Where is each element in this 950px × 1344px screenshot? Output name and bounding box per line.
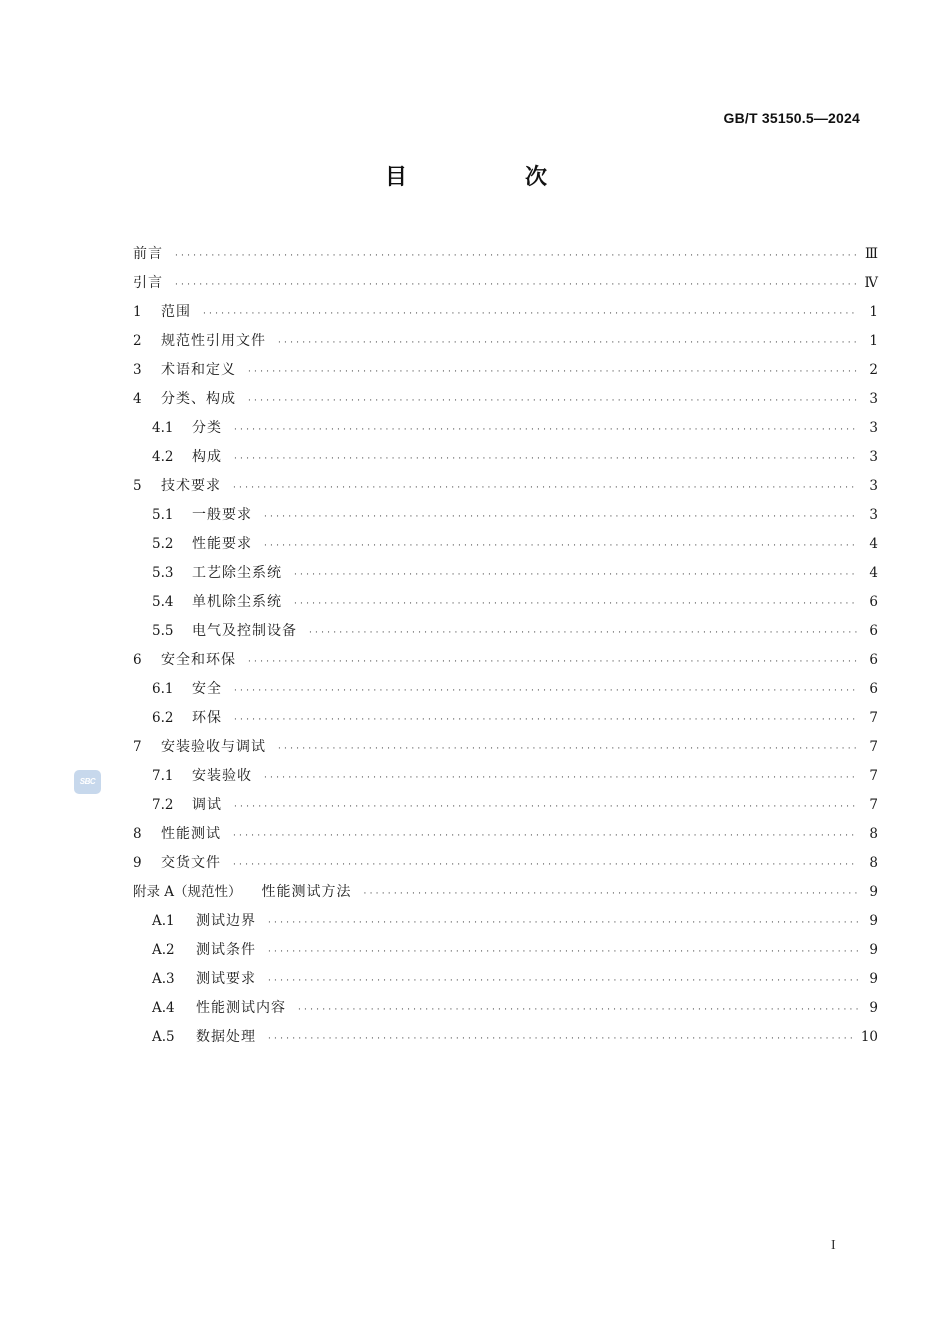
toc-entry-number: 3 <box>133 362 142 378</box>
toc-entry[interactable] <box>133 907 878 936</box>
toc-leader-dots <box>309 619 858 648</box>
toc-entry-number: 7.1 <box>152 768 174 784</box>
toc-entry-title: 构成 <box>192 449 222 465</box>
toc-entry-number: 附录 A（规范性） <box>133 884 242 900</box>
toc-entry-page: 7 <box>869 768 878 784</box>
toc-entry-page: 6 <box>869 623 878 639</box>
toc-entry-title: 安全 <box>192 681 222 697</box>
toc-entry-number: A.1 <box>152 913 175 929</box>
toc-leader-dots <box>203 300 858 329</box>
toc-entry-number: 5.3 <box>152 565 174 581</box>
toc-entry[interactable] <box>133 559 878 588</box>
toc-entry-number: 4 <box>133 391 142 407</box>
toc-entry[interactable] <box>133 617 878 646</box>
toc-entry[interactable] <box>133 1023 878 1052</box>
toc-entry-title: 安装验收与调试 <box>161 739 266 755</box>
toc-entry[interactable] <box>133 936 878 965</box>
toc-entry-number: A.4 <box>152 1000 175 1016</box>
toc-entry-number: 8 <box>133 826 142 842</box>
page-title: 目 次 <box>384 165 595 190</box>
toc-entry-page: 9 <box>869 942 878 958</box>
toc-entry-number: A.5 <box>152 1029 175 1045</box>
toc-entry[interactable] <box>133 646 878 675</box>
toc-entry-page: 10 <box>860 1029 878 1045</box>
toc-entry[interactable] <box>133 878 878 907</box>
toc-entry-number: 4.2 <box>152 449 174 465</box>
toc-entry[interactable] <box>133 994 878 1023</box>
toc-entry[interactable] <box>133 704 878 733</box>
toc-entry-page: 4 <box>869 536 878 552</box>
toc-entry-title: 电气及控制设备 <box>192 623 297 639</box>
toc-entry[interactable] <box>133 385 878 414</box>
toc-entry-page: 1 <box>869 304 878 320</box>
toc-entry-page: 6 <box>869 652 878 668</box>
toc-entry-title: 分类 <box>192 420 222 436</box>
toc-entry-number: A.3 <box>152 971 175 987</box>
toc-entry-number: 6.1 <box>152 681 174 697</box>
toc-entry-title: 引言 <box>133 275 163 291</box>
toc-entry-number: 7.2 <box>152 797 174 813</box>
toc-entry-page: 7 <box>869 710 878 726</box>
toc-entry-page: 3 <box>869 391 878 407</box>
toc-entry-title: 工艺除尘系统 <box>192 565 282 581</box>
toc-entry-number: 5.2 <box>152 536 174 552</box>
toc-entry-number: 9 <box>133 855 142 871</box>
toc-entry-title: 范围 <box>161 304 191 320</box>
toc-entry-title: 测试要求 <box>196 971 256 987</box>
toc-entry-title: 交货文件 <box>161 855 221 871</box>
toc-entry-title: 环保 <box>192 710 222 726</box>
toc-entry[interactable] <box>133 530 878 559</box>
toc-leader-dots <box>248 387 858 416</box>
toc-leader-dots <box>268 1025 853 1054</box>
toc-entry-number: 6 <box>133 652 142 668</box>
toc-entry[interactable] <box>133 414 878 443</box>
standard-code: GB/T 35150.5—2024 <box>723 110 860 126</box>
toc-entry-page: Ⅳ <box>864 275 878 291</box>
toc-leader-dots <box>234 677 858 706</box>
toc-entry-title: 性能要求 <box>192 536 252 552</box>
toc-entry-number: 2 <box>133 333 142 349</box>
toc-leader-dots <box>268 967 858 996</box>
toc-entry-title: 分类、构成 <box>161 391 236 407</box>
toc-entry[interactable] <box>133 965 878 994</box>
toc-entry-title: 性能测试 <box>161 826 221 842</box>
toc-leader-dots <box>268 909 858 938</box>
toc-entry-number: 6.2 <box>152 710 174 726</box>
toc-entry-title: 调试 <box>192 797 222 813</box>
toc-leader-dots <box>268 938 858 967</box>
toc-entry[interactable] <box>133 820 878 849</box>
toc-entry-title: 技术要求 <box>161 478 221 494</box>
toc-leader-dots <box>233 822 858 851</box>
sbc-watermark-logo: SBC <box>74 770 101 794</box>
toc-entry-number: 5.4 <box>152 594 174 610</box>
toc-entry[interactable] <box>133 588 878 617</box>
toc-entry-title: 术语和定义 <box>161 362 236 378</box>
toc-entry-page: 8 <box>869 855 878 871</box>
toc-entry-page: 9 <box>869 971 878 987</box>
toc-leader-dots <box>264 503 858 532</box>
toc-entry-page: 3 <box>869 507 878 523</box>
toc-entry[interactable] <box>133 791 878 820</box>
toc-entry-page: Ⅲ <box>864 246 878 262</box>
toc-entry-number: A.2 <box>152 942 175 958</box>
toc-leader-dots <box>278 735 858 764</box>
toc-leader-dots <box>233 851 858 880</box>
toc-entry-page: 3 <box>869 449 878 465</box>
toc-entry[interactable] <box>133 501 878 530</box>
toc-entry[interactable] <box>133 762 878 791</box>
toc-entry[interactable] <box>133 269 878 298</box>
toc-entry-page: 6 <box>869 594 878 610</box>
toc-leader-dots <box>294 561 858 590</box>
toc-entry-title: 规范性引用文件 <box>161 333 266 349</box>
toc-entry[interactable] <box>133 849 878 878</box>
toc-entry-number: 1 <box>133 304 142 320</box>
toc-entry-title: 数据处理 <box>196 1029 256 1045</box>
toc-entry-number: 5 <box>133 478 142 494</box>
toc-leader-dots <box>298 996 858 1025</box>
toc-entry-title: 前言 <box>133 246 163 262</box>
toc-entry[interactable] <box>133 443 878 472</box>
toc-entry-title: 安装验收 <box>192 768 252 784</box>
toc-entry[interactable] <box>133 472 878 501</box>
toc-entry-page: 3 <box>869 420 878 436</box>
toc-entry-title: 性能测试方法 <box>261 884 352 900</box>
toc-leader-dots <box>175 271 857 300</box>
toc-entry-number: 5.5 <box>152 623 174 639</box>
toc-entry-title: 性能测试内容 <box>196 1000 286 1016</box>
toc-entry-title: 安全和环保 <box>161 652 236 668</box>
toc-entry-page: 9 <box>869 1000 878 1016</box>
toc-entry-page: 4 <box>869 565 878 581</box>
toc-leader-dots <box>234 445 858 474</box>
toc-entry[interactable] <box>133 356 878 385</box>
toc-entry-title: 一般要求 <box>192 507 252 523</box>
toc-leader-dots <box>364 880 858 909</box>
toc-entry-page: 6 <box>869 681 878 697</box>
toc-entry-page: 7 <box>869 797 878 813</box>
toc-leader-dots <box>234 416 858 445</box>
toc-entry-number: 5.1 <box>152 507 174 523</box>
toc-leader-dots <box>278 329 858 358</box>
toc-leader-dots <box>264 532 858 561</box>
toc-entry-title: 单机除尘系统 <box>192 594 282 610</box>
toc-entry[interactable] <box>133 675 878 704</box>
toc-entry[interactable] <box>133 298 878 327</box>
toc-entry[interactable] <box>133 327 878 356</box>
toc-entry-page: 9 <box>869 913 878 929</box>
table-of-contents <box>133 240 878 1052</box>
toc-leader-dots <box>175 242 857 271</box>
toc-leader-dots <box>233 474 858 503</box>
toc-leader-dots <box>234 706 858 735</box>
toc-leader-dots <box>248 358 858 387</box>
toc-leader-dots <box>294 590 858 619</box>
toc-leader-dots <box>264 764 858 793</box>
toc-entry-title: 测试条件 <box>196 942 256 958</box>
toc-entry-number: 4.1 <box>152 420 174 436</box>
toc-entry-number: 7 <box>133 739 142 755</box>
toc-leader-dots <box>248 648 858 677</box>
toc-entry[interactable] <box>133 733 878 762</box>
toc-entry-page: 1 <box>869 333 878 349</box>
toc-entry[interactable] <box>133 240 878 269</box>
toc-entry-page: 2 <box>869 362 878 378</box>
toc-entry-title: 测试边界 <box>196 913 256 929</box>
toc-leader-dots <box>234 793 858 822</box>
toc-entry-page: 7 <box>869 739 878 755</box>
toc-entry-page: 9 <box>869 884 878 900</box>
footer-page-number: I <box>831 1238 836 1253</box>
toc-entry-page: 8 <box>869 826 878 842</box>
toc-entry-page: 3 <box>869 478 878 494</box>
